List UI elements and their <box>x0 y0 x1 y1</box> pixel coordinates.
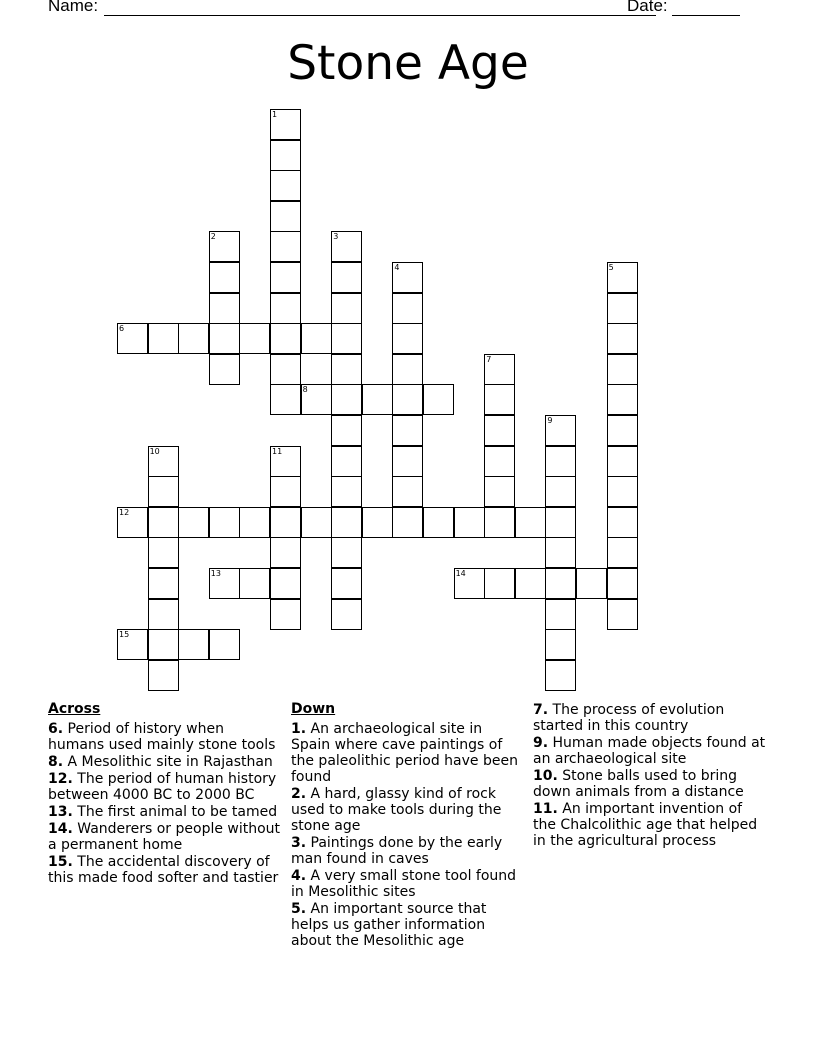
grid-cell[interactable] <box>270 323 301 354</box>
clue-text: Wanderers or people without a permanent home <box>48 821 281 853</box>
clue-text: An archaeological site in Spain where cave paintings of the paleolithic period have been found <box>291 721 518 785</box>
grid-cell[interactable] <box>270 537 301 568</box>
clue-text: The period of human history between 4000 BC to 2000 BC <box>48 771 277 803</box>
grid-cell[interactable] <box>392 384 423 415</box>
clue-number: 7. <box>533 702 549 718</box>
clue-number: 6 <box>119 324 125 334</box>
clue-item <box>533 768 769 800</box>
grid-cell[interactable] <box>454 568 485 599</box>
grid-cell[interactable] <box>484 384 515 415</box>
clue-number: 10 <box>149 446 160 456</box>
grid-cell[interactable] <box>117 507 148 538</box>
grid-cell[interactable] <box>607 476 638 507</box>
grid-cell[interactable] <box>301 323 332 354</box>
grid-cell[interactable] <box>178 629 209 660</box>
grid-cell[interactable] <box>209 354 240 385</box>
grid-cell[interactable] <box>392 507 423 538</box>
grid-cell[interactable] <box>209 568 240 599</box>
grid-cell[interactable] <box>362 384 393 415</box>
clue-item <box>533 801 769 849</box>
clue-number: 9. <box>533 735 549 751</box>
grid-cell[interactable] <box>331 231 362 262</box>
clue-text: An important source that helps us gather information about the Mesolithic age <box>291 901 487 949</box>
clue-number: 4 <box>394 263 400 272</box>
clue-text: Paintings done by the early man found in caves <box>291 835 503 867</box>
clue-text: Stone balls used to bring down animals from a distance <box>533 768 744 800</box>
clue-number: 5 <box>608 263 614 272</box>
grid-cell[interactable] <box>331 354 362 385</box>
clue-text: The first animal to be tamed <box>77 804 278 820</box>
grid-cell[interactable] <box>148 476 179 507</box>
grid-cell[interactable] <box>117 629 148 660</box>
clue-text: A hard, glassy kind of rock used to make tools during the stone age <box>291 786 502 834</box>
grid-cell[interactable] <box>545 660 576 691</box>
grid-cell[interactable] <box>331 476 362 507</box>
grid-cell[interactable] <box>148 568 179 599</box>
grid-cell[interactable] <box>331 568 362 599</box>
grid-cell[interactable] <box>607 507 638 538</box>
page-title: Stone Age <box>287 36 529 91</box>
grid-cell[interactable] <box>484 507 515 538</box>
grid-cell[interactable] <box>392 323 423 354</box>
grid-cell[interactable] <box>515 507 546 538</box>
clue-item <box>48 804 284 820</box>
down-clues <box>291 701 523 950</box>
grid-cell[interactable] <box>148 446 179 477</box>
grid-cell[interactable] <box>270 599 301 630</box>
grid-cell[interactable] <box>392 293 423 324</box>
grid-cell[interactable] <box>607 354 638 385</box>
grid-cell[interactable] <box>545 476 576 507</box>
grid-cell[interactable] <box>301 507 332 538</box>
grid-cell[interactable] <box>331 384 362 415</box>
grid-cell[interactable] <box>545 507 576 538</box>
grid-cell[interactable] <box>607 384 638 415</box>
clue-number: 7 <box>486 354 492 364</box>
clue-number: 13 <box>210 569 221 578</box>
grid-cell[interactable] <box>607 323 638 354</box>
clue-number: 8. <box>48 754 64 770</box>
grid-cell[interactable] <box>270 507 301 538</box>
grid-cell[interactable] <box>148 323 179 354</box>
grid-cell[interactable] <box>270 231 301 262</box>
clue-number: 3 <box>333 232 339 242</box>
grid-cell[interactable] <box>270 446 301 477</box>
grid-cell[interactable] <box>270 170 301 201</box>
clue-number: 11. <box>533 801 558 817</box>
across-heading: Across <box>48 701 101 717</box>
grid-cell[interactable] <box>484 568 515 599</box>
clue-item <box>48 854 284 886</box>
clue-item <box>291 868 523 900</box>
grid-cell[interactable] <box>270 140 301 171</box>
clue-number: 1. <box>291 721 307 737</box>
grid-cell[interactable] <box>484 354 515 385</box>
clue-text: Period of history when humans used mainly stone tools <box>48 721 276 753</box>
clue-number: 14. <box>48 821 73 837</box>
grid-cell[interactable] <box>270 568 301 599</box>
grid-cell[interactable] <box>270 109 301 140</box>
grid-cell[interactable] <box>270 293 301 324</box>
clue-number: 4. <box>291 868 307 884</box>
grid-cell[interactable] <box>392 446 423 477</box>
grid-cell[interactable] <box>484 476 515 507</box>
clue-number: 9 <box>547 416 553 425</box>
grid-cell[interactable] <box>239 507 270 538</box>
grid-cell[interactable] <box>270 384 301 415</box>
grid-cell[interactable] <box>454 507 485 538</box>
name-label: Name: <box>48 0 99 15</box>
clue-text: The accidental discovery of this made food softer and tastier <box>48 854 279 886</box>
grid-cell[interactable] <box>545 415 576 446</box>
grid-cell[interactable] <box>607 599 638 630</box>
clue-number: 5. <box>291 901 307 917</box>
grid-cell[interactable] <box>148 537 179 568</box>
grid-cell[interactable] <box>545 537 576 568</box>
clue-item <box>48 721 284 753</box>
clue-text: The process of evolution started in this country <box>533 702 725 734</box>
grid-cell[interactable] <box>607 568 638 599</box>
clue-number: 14 <box>455 569 466 578</box>
grid-cell[interactable] <box>484 415 515 446</box>
grid-cell[interactable] <box>576 568 607 599</box>
clue-item <box>291 721 523 785</box>
grid-cell[interactable] <box>423 507 454 538</box>
clue-number: 15 <box>119 630 130 640</box>
grid-cell[interactable] <box>331 507 362 538</box>
grid-cell[interactable] <box>209 293 240 324</box>
grid-cell[interactable] <box>209 507 240 538</box>
grid-cell[interactable] <box>270 201 301 232</box>
grid-cell[interactable] <box>545 568 576 599</box>
grid-cell[interactable] <box>545 446 576 477</box>
grid-cell[interactable] <box>607 415 638 446</box>
grid-cell[interactable] <box>392 415 423 446</box>
grid-cell[interactable] <box>392 262 423 293</box>
grid-cell[interactable] <box>392 354 423 385</box>
grid-cell[interactable] <box>301 384 332 415</box>
grid-cell[interactable] <box>178 507 209 538</box>
clue-number: 15. <box>48 854 73 870</box>
grid-cell[interactable] <box>484 446 515 477</box>
clue-item <box>291 835 523 867</box>
grid-cell[interactable] <box>148 660 179 691</box>
grid-cell[interactable] <box>209 231 240 262</box>
grid-cell[interactable] <box>362 507 393 538</box>
down-heading: Down <box>291 701 336 717</box>
clue-text: Human made objects found at an archaeological site <box>533 735 766 767</box>
clue-number: 8 <box>302 385 308 395</box>
grid-cell[interactable] <box>117 323 148 354</box>
grid-cell[interactable] <box>331 415 362 446</box>
clue-text: A very small stone tool found in Mesolithic sites <box>291 868 517 900</box>
clue-item <box>291 901 523 949</box>
grid-cell[interactable] <box>607 262 638 293</box>
grid-cell[interactable] <box>607 537 638 568</box>
grid-cell[interactable] <box>331 446 362 477</box>
clue-number: 10. <box>533 768 558 784</box>
across-clues <box>48 701 284 887</box>
grid-cell[interactable] <box>331 323 362 354</box>
grid-cell[interactable] <box>392 476 423 507</box>
grid-cell[interactable] <box>331 262 362 293</box>
clue-number: 12. <box>48 771 73 787</box>
clue-item <box>291 786 523 834</box>
clue-number: 6. <box>48 721 64 737</box>
grid-cell[interactable] <box>209 262 240 293</box>
grid-cell[interactable] <box>270 476 301 507</box>
down-clues-continued <box>533 702 769 850</box>
clue-text: An important invention of the Chalcolithic age that helped in the agricultural process <box>533 801 758 849</box>
clue-item <box>48 771 284 803</box>
clue-text: A Mesolithic site in Rajasthan <box>67 754 273 770</box>
grid-cell[interactable] <box>607 293 638 324</box>
grid-cell[interactable] <box>270 354 301 385</box>
grid-cell[interactable] <box>239 323 270 354</box>
grid-cell[interactable] <box>331 293 362 324</box>
grid-cell[interactable] <box>209 629 240 660</box>
clue-number: 11 <box>272 446 283 456</box>
clue-item <box>533 702 769 734</box>
grid-cell[interactable] <box>178 323 209 354</box>
grid-cell[interactable] <box>545 629 576 660</box>
grid-cell[interactable] <box>239 568 270 599</box>
clue-item <box>48 754 284 770</box>
grid-cell[interactable] <box>423 384 454 415</box>
clue-number: 13. <box>48 804 73 820</box>
clue-number: 2. <box>291 786 307 802</box>
grid-cell[interactable] <box>148 507 179 538</box>
date-label: Date: <box>627 0 668 15</box>
grid-cell[interactable] <box>270 262 301 293</box>
clue-number: 3. <box>291 835 307 851</box>
grid-cell[interactable] <box>209 323 240 354</box>
grid-cell[interactable] <box>607 446 638 477</box>
grid-cell[interactable] <box>331 537 362 568</box>
clue-item <box>533 735 769 767</box>
grid-cell[interactable] <box>331 599 362 630</box>
clue-item <box>48 821 284 853</box>
grid-cell[interactable] <box>515 568 546 599</box>
grid-cell[interactable] <box>148 629 179 660</box>
clue-number: 2 <box>210 232 216 242</box>
grid-cell[interactable] <box>148 599 179 630</box>
clue-number: 12 <box>119 507 130 517</box>
grid-cell[interactable] <box>545 599 576 630</box>
clue-number: 1 <box>272 110 278 119</box>
